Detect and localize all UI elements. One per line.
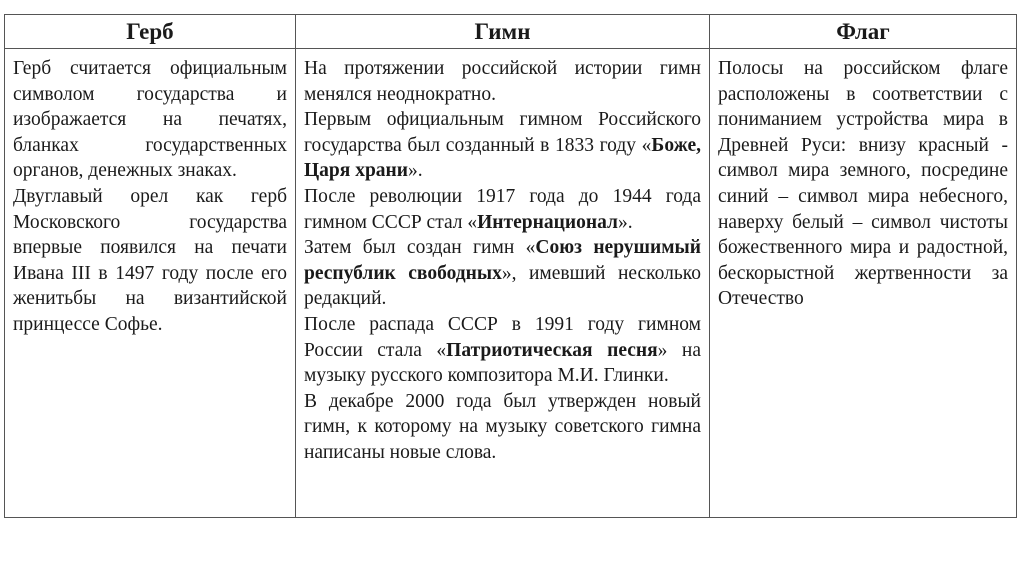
anthem-paragraph-3 — [304, 184, 701, 235]
symbols-table — [4, 14, 1017, 518]
header-coat-of-arms: Герб — [5, 15, 295, 49]
anthem-paragraph-5 — [304, 312, 701, 389]
anthem-p4-text: Затем был создан гимн « — [304, 237, 536, 259]
anthem-paragraph-6: В декабре 2000 года был утвержден новый гимн, к которому на музыку советского гимна написаны новые слова. — [304, 390, 701, 463]
anthem-p5-end: » на музыку русского композитора М.И. Глинки. — [304, 339, 702, 387]
anthem-p2-end: ». — [408, 160, 423, 182]
anthem-title-patrioticheskaya-pesnya: Патриотическая песня — [446, 339, 658, 361]
flag-paragraph-1: Полосы на российском флаге расположены в соответствии с пониманием устройства мира в Древней Руси: внизу красный - символ мира земного, посредине синий – символ мира небесного, наверху белый – символ чистоты божественного мира и радостной, бескорыстной жертвенности за Отечество — [718, 58, 1008, 310]
anthem-title-internatsional: Интернационал — [477, 211, 618, 233]
coat-paragraph-2: Двуглавый орел как герб Московского государства впервые появился на печати Ивана III в 1497 году после его женитьбы на византийской принцессе Софье. — [13, 185, 287, 335]
anthem-paragraph-1: На протяжении российской истории гимн менялся неоднократно. — [304, 58, 701, 105]
coat-paragraph-1: Герб считается официальным символом государства и изображается на печатях, бланках государственных органов, денежных знаках. — [13, 58, 287, 182]
anthem-paragraph-4 — [304, 235, 701, 312]
anthem-p4-end: », имевший несколько редакций. — [304, 262, 702, 310]
anthem-title-bozhe-tsarya: Боже, Царя храни — [304, 134, 701, 182]
cell-coat-of-arms — [5, 49, 295, 517]
header-anthem: Гимн — [295, 15, 709, 49]
anthem-p5-text: После распада СССР в 1991 году гимном России стала « — [304, 313, 701, 361]
anthem-paragraph-2 — [304, 107, 701, 184]
header-flag: Флаг — [709, 15, 1016, 49]
cell-flag — [709, 49, 1016, 517]
anthem-title-soyuz-nerushimy: Союз нерушимый республик свободных — [304, 237, 701, 284]
anthem-p3-end: ». — [617, 211, 633, 233]
anthem-p2-text: Первым официальным гимном Российского государства был созданный в 1833 году « — [304, 109, 701, 156]
cell-anthem — [295, 49, 709, 517]
anthem-p3-text: После революции 1917 года до 1944 года гимном СССР стал « — [304, 185, 701, 233]
